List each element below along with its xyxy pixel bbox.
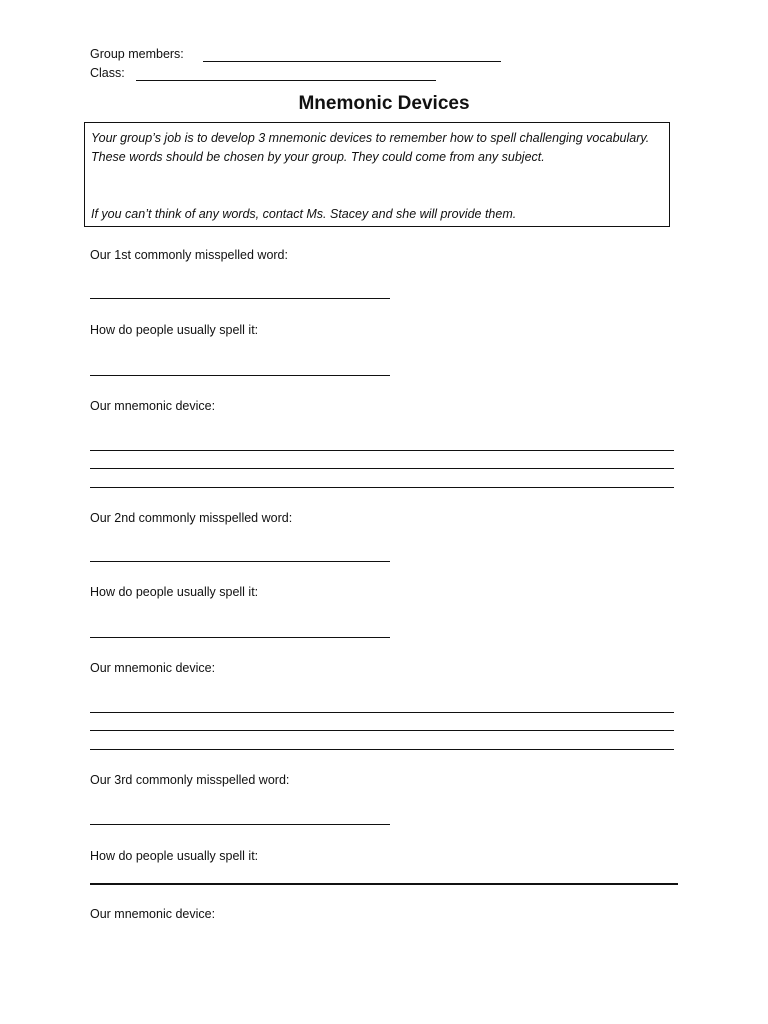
word-answer-line[interactable] — [90, 824, 390, 825]
class-label: Class: — [90, 66, 125, 80]
spell-answer-line[interactable] — [90, 883, 678, 885]
device-answer-line[interactable] — [90, 450, 674, 451]
word-prompt: Our 1st commonly misspelled word: — [90, 248, 288, 262]
device-prompt: Our mnemonic device: — [90, 661, 216, 675]
device-prompt: Our mnemonic device: — [90, 399, 216, 413]
device-answer-line[interactable] — [90, 730, 674, 731]
page-title: Mnemonic Devices — [298, 93, 470, 114]
word-prompt: Our 3rd commonly misspelled word: — [90, 773, 290, 787]
device-answer-line[interactable] — [90, 712, 674, 713]
instructions-box — [84, 122, 670, 227]
word-prompt: Our 2nd commonly misspelled word: — [90, 511, 293, 525]
spell-prompt: How do people usually spell it: — [90, 323, 259, 337]
spell-answer-line[interactable] — [90, 375, 390, 376]
word-answer-line[interactable] — [90, 298, 390, 299]
group-members-line[interactable] — [203, 61, 501, 62]
device-answer-line[interactable] — [90, 749, 674, 750]
class-line[interactable] — [136, 80, 436, 81]
device-answer-line[interactable] — [90, 487, 674, 488]
instructions-contact-note: If you can’t think of any words, contact Ms. Stacey and she will provide them. — [91, 207, 517, 221]
device-prompt: Our mnemonic device: — [90, 907, 216, 921]
instructions-paragraph: Your group’s job is to develop 3 mnemonic devices to remember how to spell challenging vocabulary. These words should be chosen by your group. They could come from any subject. — [91, 131, 650, 164]
spell-prompt: How do people usually spell it: — [90, 849, 259, 863]
word-answer-line[interactable] — [90, 561, 390, 562]
spell-answer-line[interactable] — [90, 637, 390, 638]
spell-prompt: How do people usually spell it: — [90, 585, 259, 599]
group-members-label: Group members: — [90, 47, 184, 61]
device-answer-line[interactable] — [90, 468, 674, 469]
